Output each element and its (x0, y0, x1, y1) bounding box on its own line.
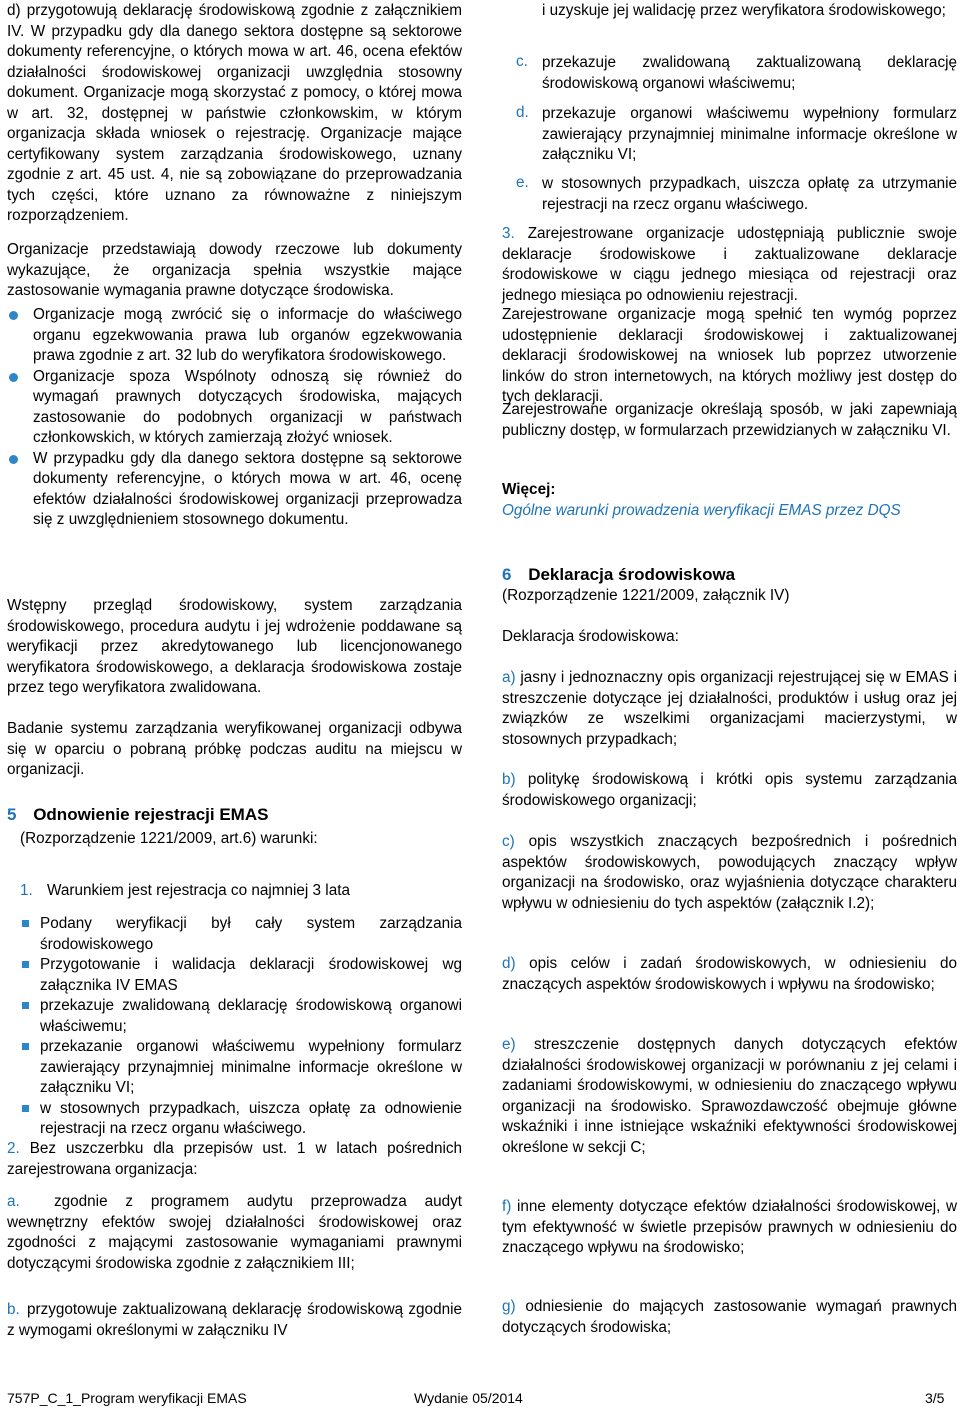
evidence-paragraph: Organizacje przedstawiają dowody rzeczowe lub dokumenty wykazujące, że organizacja spełnia wszystkie mające zastosowanie wymagania prawne dotyczące środowiska. (7, 241, 462, 299)
square-bullet-icon (22, 1002, 29, 1009)
bullet-list (7, 305, 462, 531)
item-a: a. zgodnie z programem audytu przeprowadza audyt wewnętrzny efektów swojej działalności środowiskowej oraz zgodności z mającymi zastosowanie wymaganiami prawnymi dotyczącymi środowiska zgodnie z załącznikiem III; (7, 1193, 462, 1272)
list-item: Organizacje spoza Wspólnoty odnoszą się również do wymagań prawnych dotyczących środowiska, mających zastosowanie do podobnych organizacji w państwach członkowskich, w których zamierzają złożyć wniosek. (7, 367, 462, 449)
public-access-paragraph: Zarejestrowane organizacje określają sposób, w jaki zapewniają publiczny dostęp, w formularzach przewidzianych w załączniku VI. (502, 401, 957, 439)
review-paragraph: Wstępny przegląd środowiskowy, system zarządzania środowiskowego, procedura audytu i jej wdrożenie poddawane są weryfikacji przez akredytowanego lub licencjonowanego weryfikatora środowiskowego, a deklaracja środowiskowa zostaje przez tego weryfikatora zwalidowana. (7, 597, 462, 696)
item-b: b. przygotowuje zaktualizowaną deklarację środowiskową zgodnie z wymogami określonymi w załączniku IV (7, 1301, 462, 1339)
square-bullet-icon (22, 920, 29, 927)
continuation-text: i uzyskuje jej walidację przez weryfikatora środowiskowego; (542, 2, 946, 19)
intro-paragraph: d) przygotowują deklarację środowiskową zgodnie z załącznikiem IV. W przypadku gdy dla danego sektora dostępne są sektorowe dokumenty referencyjne, o których mowa w art. 46, ocena efektów działalności środowiskowej organizacji uwzględnia stosowny dokument. Organizacje mogą skorzystać z pomocy, o której mowa w art. 32, dostępnej w państwie członkowskim, w którym organizacja składa wniosek o rejestrację. Organizacje mające certyfikowany system zarządzania środowiskowego, uznany zgodnie z art. 45 ust. 4, nie są zobowiązane do przeprowadzania tych części, które uznano za równoważne z niniejszym rozporządzeniem. (7, 2, 462, 224)
audit-paragraph: Badanie systemu zarządzania weryfikowanej organizacji odbywa się w oparciu o pobraną próbkę podczas auditu na miejscu w organizacji. (7, 720, 462, 778)
declaration-item-a: a) jasny i jednoznaczny opis organizacji rejestrującej się w EMAS i streszczenie dotyczące jej działalności, produktów i usług oraz jej związków ze wszelkimi organizacjami macierzystymi, w stosownych przypadkach; (502, 669, 958, 748)
section-5-heading: 5 Odnowienie rejestracji EMAS (7, 805, 269, 824)
declaration-item-d: d) opis celów i zadań środowiskowych, w odniesieniu do znaczących aspektów środowiskowych i wpływu na środowisko; (502, 955, 957, 993)
declaration-item-g: g) odniesienie do mających zastosowanie wymagań prawnych dotyczących środowiska; (502, 1298, 958, 1336)
declaration-item-c: c) opis wszystkich znaczących bezpośrednich i pośrednich aspektów środowiskowych, powodujących znaczący wpływ organizacji na środowisko, oraz wyjaśnienia dotyczące charakteru wpływu w odniesieniu do tych aspektów (załącznik I.2); (502, 833, 957, 912)
section-5-subtitle: (Rozporządzenie 1221/2009, art.6) warunki: (20, 830, 318, 847)
list-item: W przypadku gdy dla danego sektora dostępne są sektorowe dokumenty referencyjne, o których mowa w art. 46, ocenę efektów działalności środowiskowej organizacji przeprowadza się z uwzględnieniem stosownego dokumentu. (7, 449, 462, 531)
declaration-intro: Deklaracja środowiskowa: (502, 628, 679, 645)
more-link[interactable]: Ogólne warunki prowadzenia weryfikacji EMAS przez DQS (502, 502, 901, 519)
item-e: e. w stosownych przypadkach, uiszcza opłatę za utrzymanie rejestracji na rzecz organu właściwego. (516, 174, 957, 213)
item-d: d. przekazuje organowi właściwemu wypełniony formularz zawierający przynajmniej minimalne informacje określone w załączniku VI; (516, 104, 957, 163)
publication-paragraph: Zarejestrowane organizacje mogą spełnić ten wymóg poprzez udostępnienie deklaracji środowiskowej i zaktualizowanej deklaracji środowiskowej na wniosek lub poprzez utworzenie linków do stron internetowych, na których możliwy jest dostęp do tych deklaracji. (502, 306, 957, 405)
square-list (20, 914, 462, 1140)
bullet-icon (9, 455, 18, 464)
square-bullet-icon (22, 961, 29, 968)
declaration-item-e: e) streszczenie dostępnych danych dotyczących efektów działalności środowiskowej organizacji w porównaniu z jej celami i zadaniami środowiskowymi, w odniesieniu do znaczącego wpływu organizacji na środowisko. Sprawozdawczość obejmuje główne wskaźniki i inne istniejące wskaźniki efektywności środowiskowej określone w sekcji C; (502, 1036, 958, 1156)
square-bullet-icon (22, 1043, 29, 1050)
section-6-subtitle: (Rozporządzenie 1221/2009, załącznik IV) (502, 587, 790, 604)
list-item: Przygotowanie i walidacja deklaracji środowiskowej wg załącznika IV EMAS (20, 955, 462, 996)
more-label: Więcej: (502, 481, 556, 498)
item-c: c. przekazuje zwalidowaną zaktualizowaną deklarację środowiskową organowi właściwemu; (516, 53, 957, 92)
list-item: Organizacje mogą zwrócić się o informacje do właściwego organu egzekwowania prawa lub organów egzekwowania prawa zgodnie z art. 32 lub do weryfikatora środowiskowego. (7, 305, 462, 367)
footer-page-number: 3/5 (925, 1390, 945, 1406)
footer-doc-id: 757P_C_1_Program weryfikacji EMAS (7, 1390, 247, 1406)
list-item: Podany weryfikacji był cały system zarządzania środowiskowego (20, 914, 462, 955)
footer-edition: Wydanie 05/2014 (414, 1390, 523, 1406)
square-bullet-icon (22, 1105, 29, 1112)
condition-3: 3. Zarejestrowane organizacje udostępniają publicznie swoje deklaracje środowiskowe i zaktualizowane deklaracje środowiskowe w ciągu jednego miesiąca od rejestracji oraz jednego miesiąca po odnowieniu rejestracji. (502, 225, 957, 304)
section-6-heading: 6 Deklaracja środowiskowa (502, 565, 736, 584)
declaration-item-b: b) politykę środowiskową i krótki opis systemu zarządzania środowiskowego organizacji; (502, 771, 957, 809)
list-item: przekazuje zwalidowaną deklarację środowiskową organowi właściwemu; (20, 996, 462, 1037)
list-item: przekazanie organowi właściwemu wypełniony formularz zawierający przynajmniej minimalne informacje określone w załączniku VI; (20, 1037, 462, 1099)
condition-1: 1. Warunkiem jest rejestracja co najmniej 3 lata (20, 882, 350, 899)
bullet-icon (9, 311, 18, 320)
list-item: w stosownych przypadkach, uiszcza opłatę za odnowienie rejestracji na rzecz organu właściwego. (20, 1099, 462, 1140)
bullet-icon (9, 373, 18, 382)
condition-2: 2. Bez uszczerbku dla przepisów ust. 1 w latach pośrednich zarejestrowana organizacja: (7, 1140, 462, 1178)
declaration-item-f: f) inne elementy dotyczące efektów działalności środowiskowej, w tym efektywność w świetle przepisów prawnych w odniesieniu do znaczącego wpływu na środowisko; (502, 1198, 958, 1256)
